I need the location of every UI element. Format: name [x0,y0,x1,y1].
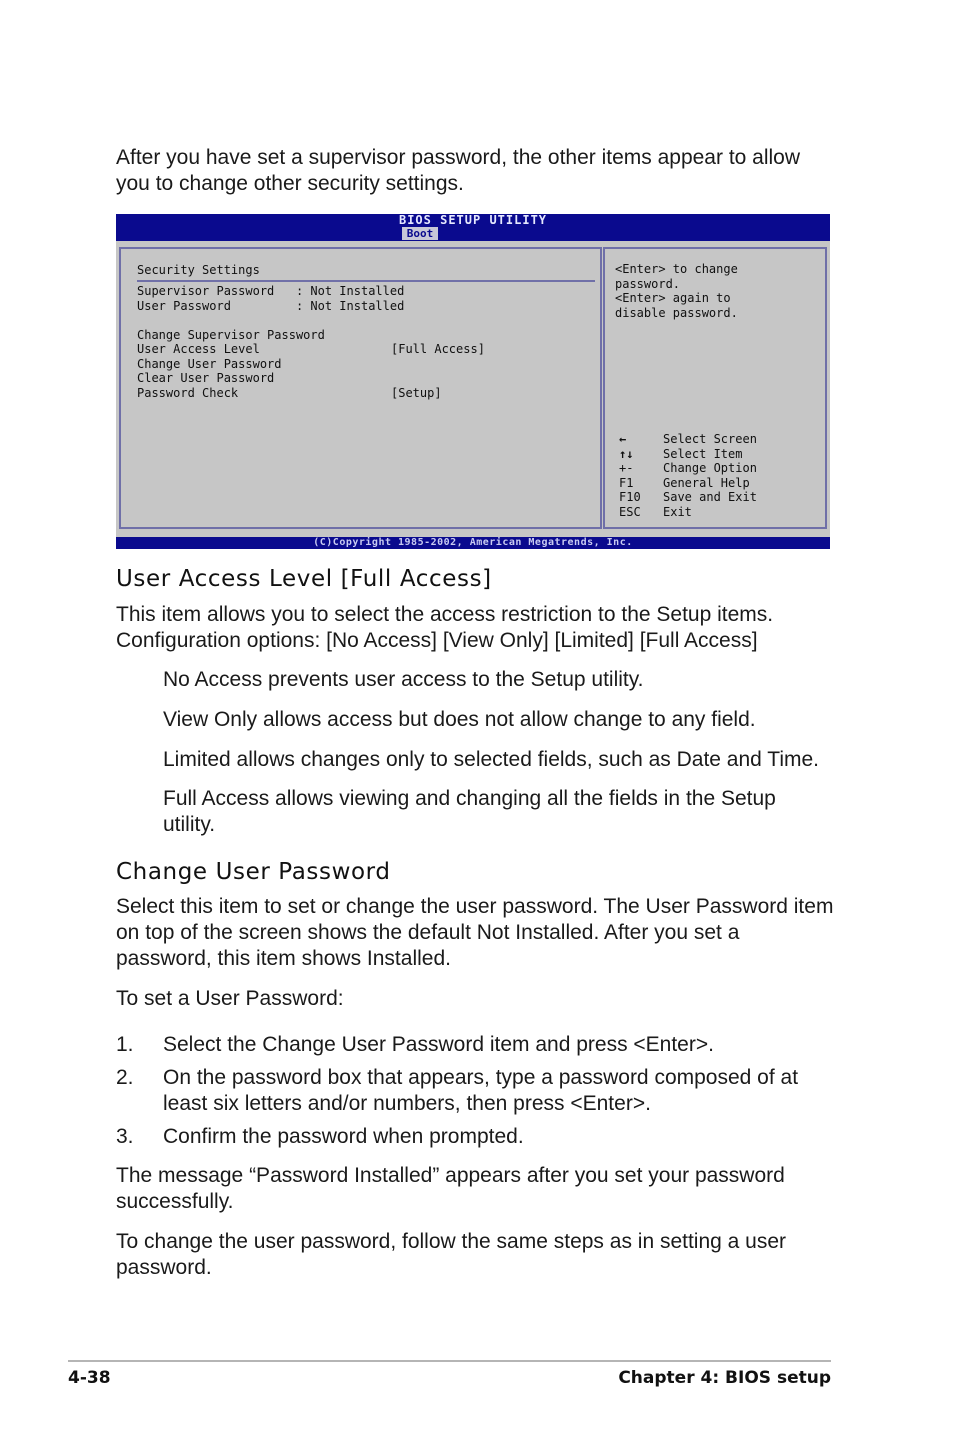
bios-screenshot [116,214,830,549]
footer-rule [68,1360,831,1362]
heading-change-user-password: Change User Password [116,859,391,885]
bios-item-password-check-value[interactable]: [Setup] [391,385,442,400]
bios-item-change-supervisor-password[interactable]: Change Supervisor Password [137,327,325,342]
section2-lead: To set a User Password: [116,987,344,1010]
bios-key-action: General Help [663,475,750,490]
bios-left-panel [119,247,602,529]
bios-key: F1 [619,475,634,490]
bios-copyright: (C)Copyright 1985-2002, American Megatrends, Inc. [313,537,633,548]
bios-help-line: disable password. [615,305,738,320]
bios-item-password-check[interactable]: Password Check [137,385,239,400]
note-full-access: Full Access allows viewing and changing all the fields in the Setup utility. [163,787,776,836]
note-view-only: View Only allows access but does not allow change to any field. [163,708,756,731]
heading-user-access-level: User Access Level [Full Access] [116,566,492,592]
bios-title: BIOS SETUP UTILITY [398,213,548,227]
section1-body: This item allows you to select the access restriction to the Setup items. Configuration options: [No Access] [View Only] [Limited] [Full Access] [116,603,774,652]
bios-status-row-supervisor: Supervisor Password : Not Installed [137,284,405,298]
bios-key-action: Change Option [663,461,757,475]
note-no-access: No Access prevents user access to the Setup utility. [163,668,644,691]
section2-after-1: The message “Password Installed” appears after you set your password successfully. [116,1164,785,1213]
bios-item-clear-user-password[interactable]: Clear User Password [137,371,275,385]
section2-after-2: To change the user password, follow the same steps as in setting a user password. [116,1230,787,1279]
bios-key: ESC [619,504,641,519]
bios-help-panel [603,247,827,529]
bios-section-title: Security Settings [137,263,260,277]
page-number: 4-38 [68,1368,111,1388]
bios-separator [137,280,595,282]
bios-key: +- [619,461,634,475]
up-down-arrow-icon: ↑↓ [619,446,634,461]
bios-item-user-access-level-value[interactable]: [Full Access] [391,342,485,356]
bios-item-user-access-level[interactable]: User Access Level [137,342,260,356]
bios-key-action: Select Item [663,446,743,461]
section2-body: Select this item to set or change the user password. The User Password item on top of the screen shows the default Not Installed. After you set a password, this item shows Installed. [116,895,834,970]
bios-tab-boot: Boot [402,227,438,240]
bios-help-line: <Enter> to change [615,262,738,276]
bios-key-action: Exit [663,504,692,519]
bios-help-line: password. [615,276,681,291]
left-arrow-icon: ← [619,432,627,446]
bios-key-action: Save and Exit [663,490,757,504]
bios-body [116,241,830,537]
bios-key: F10 [619,490,641,504]
chapter-title: Chapter 4: BIOS setup [618,1368,831,1388]
bios-status-row-user: User Password : Not Installed [137,298,405,313]
bios-help-line: <Enter> again to [615,291,731,305]
intro-paragraph: After you have set a supervisor password, the other items appear to allow you to change other security settings. [116,146,801,195]
bios-item-change-user-password[interactable]: Change User Password [137,356,282,371]
note-limited: Limited allows changes only to selected fields, such as Date and Time. [163,748,820,771]
bios-key-action: Select Screen [663,432,757,446]
